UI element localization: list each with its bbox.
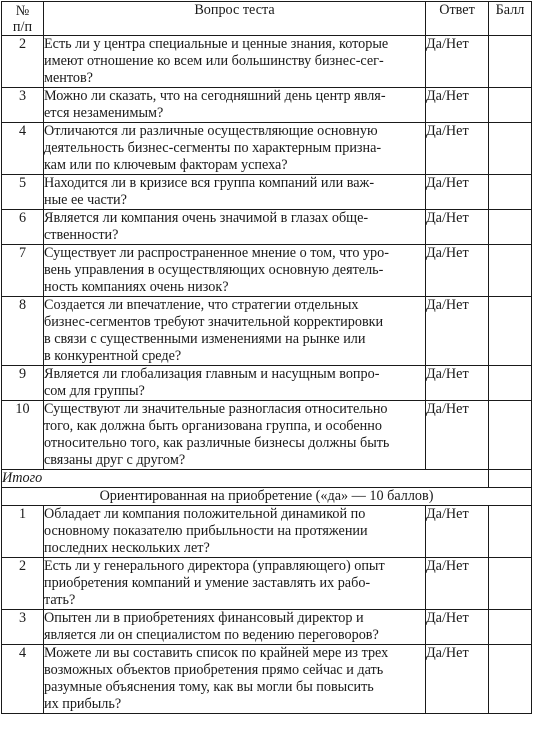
header-num-symbol: № [15,3,30,19]
table-row [2,366,532,401]
question-text [44,210,426,245]
score-cell[interactable] [489,401,532,470]
answer-cell: Да/Нет [426,245,489,297]
score-cell[interactable] [489,36,532,88]
score-cell[interactable] [489,210,532,245]
question-line: Опытен ли в приобретениях финансовый директор и [44,610,364,626]
question-line: Является ли компания очень значимой в глазах обще- [44,210,369,226]
question-text [44,245,426,297]
section-title: Ориентированная на приобретение («да» — 10 баллов) [2,488,532,506]
table-row [2,558,532,610]
question-line: ность компаниях очень низок? [44,279,229,295]
answer-cell: Да/Нет [426,645,489,714]
question-line: имеют отношение ко всем или большинству бизнес-сег- [44,53,384,69]
score-cell[interactable] [489,123,532,175]
table-header-row [2,2,532,36]
table-row [2,36,532,88]
question-line: их прибыль? [44,696,122,712]
answer-cell: Да/Нет [426,36,489,88]
question-line: Находится ли в кризисе вся группа компаний или важ- [44,175,375,191]
question-line: того, как должна быть организована группа, и особенно [44,418,382,434]
group1-rows [2,36,532,470]
answer-cell: Да/Нет [426,506,489,558]
score-cell[interactable] [489,88,532,123]
row-number: 1 [2,506,44,558]
answer-cell: Да/Нет [426,88,489,123]
score-cell[interactable] [489,506,532,558]
row-number: 3 [2,610,44,645]
question-line: основному показателю прибыльности на протяжении [44,523,368,539]
table-row [2,210,532,245]
question-line: вень управления в осуществляющих основную деятель- [44,262,384,278]
row-number: 2 [2,36,44,88]
table-row [2,401,532,470]
total-row [2,470,532,488]
table-row [2,88,532,123]
question-line: бизнес-сегментов требуют значительной корректировки [44,314,384,330]
header-score: Балл [489,2,532,36]
table-row [2,506,532,558]
score-cell[interactable] [489,297,532,366]
question-text [44,88,426,123]
question-line: в конкурентной среде? [44,348,182,364]
question-line: является ли он специалистом по ведению переговоров? [44,627,379,643]
question-line: кам или по ключевым факторам успеха? [44,157,288,173]
answer-cell: Да/Нет [426,175,489,210]
question-text [44,558,426,610]
table-row [2,175,532,210]
question-text [44,36,426,88]
header-answer: Ответ [426,2,489,36]
row-number: 6 [2,210,44,245]
answer-cell: Да/Нет [426,610,489,645]
answer-cell: Да/Нет [426,401,489,470]
question-text [44,610,426,645]
question-line: Отличаются ли различные осуществляющие основную [44,123,378,139]
question-line: Создается ли впечатление, что стратегии отдельных [44,297,359,313]
question-line: ные ее части? [44,192,127,208]
answer-cell: Да/Нет [426,297,489,366]
question-line: последних нескольких лет? [44,540,210,556]
answer-cell: Да/Нет [426,123,489,175]
question-text [44,366,426,401]
question-line: деятельность бизнес-сегменты по характерным призна- [44,140,382,156]
score-cell[interactable] [489,645,532,714]
table-row [2,610,532,645]
table-row [2,297,532,366]
score-cell[interactable] [489,175,532,210]
section-row [2,488,532,506]
answer-cell: Да/Нет [426,558,489,610]
question-text [44,645,426,714]
table-row [2,245,532,297]
row-number: 4 [2,123,44,175]
group2-rows [2,506,532,714]
table-row [2,645,532,714]
question-text [44,506,426,558]
question-line: приобретения компаний и умение заставлять их рабо- [44,575,371,591]
question-line: сом для группы? [44,383,145,399]
row-number: 8 [2,297,44,366]
question-line: возможных объектов приобретения прямо сейчас и дать [44,662,384,678]
question-line: относительно того, как различные бизнесы должны быть [44,435,390,451]
answer-cell: Да/Нет [426,210,489,245]
score-cell[interactable] [489,610,532,645]
score-cell[interactable] [489,366,532,401]
question-line: Существуют ли значительные разногласия относительно [44,401,388,417]
question-table [1,1,532,714]
question-text [44,297,426,366]
question-text [44,123,426,175]
row-number: 10 [2,401,44,470]
header-num-abbr: п/п [12,19,33,35]
question-line: Существует ли распространенное мнение о том, что уро- [44,245,389,261]
table-row [2,123,532,175]
question-line: разумные объяснения тому, как вы могли бы повысить [44,679,374,695]
total-label: Итого [2,470,489,488]
question-line: ментов? [44,70,93,86]
question-line: связаны друг с другом? [44,452,186,468]
answer-cell: Да/Нет [426,366,489,401]
question-line: тать? [44,592,76,608]
question-line: Можно ли сказать, что на сегодняшний день центр явля- [44,88,386,104]
row-number: 2 [2,558,44,610]
question-line: ется незаменимым? [44,105,164,121]
row-number: 4 [2,645,44,714]
row-number: 9 [2,366,44,401]
row-number: 5 [2,175,44,210]
header-question: Вопрос теста [44,2,426,36]
question-text [44,401,426,470]
question-line: в связи с существенными изменениями на рынке или [44,331,366,347]
score-cell[interactable] [489,245,532,297]
header-num [2,2,44,36]
row-number: 7 [2,245,44,297]
question-line: Есть ли у генерального директора (управляющего) опыт [44,558,385,574]
question-line: Есть ли у центра специальные и ценные знания, которые [44,36,389,52]
row-number: 3 [2,88,44,123]
total-score-cell [489,470,532,488]
score-cell[interactable] [489,558,532,610]
question-line: Обладает ли компания положительной динамикой по [44,506,366,522]
question-line: Является ли глобализация главным и насущным вопро- [44,366,380,382]
question-text [44,175,426,210]
question-line: ственности? [44,227,119,243]
question-line: Можете ли вы составить список по крайней мере из трех [44,645,389,661]
